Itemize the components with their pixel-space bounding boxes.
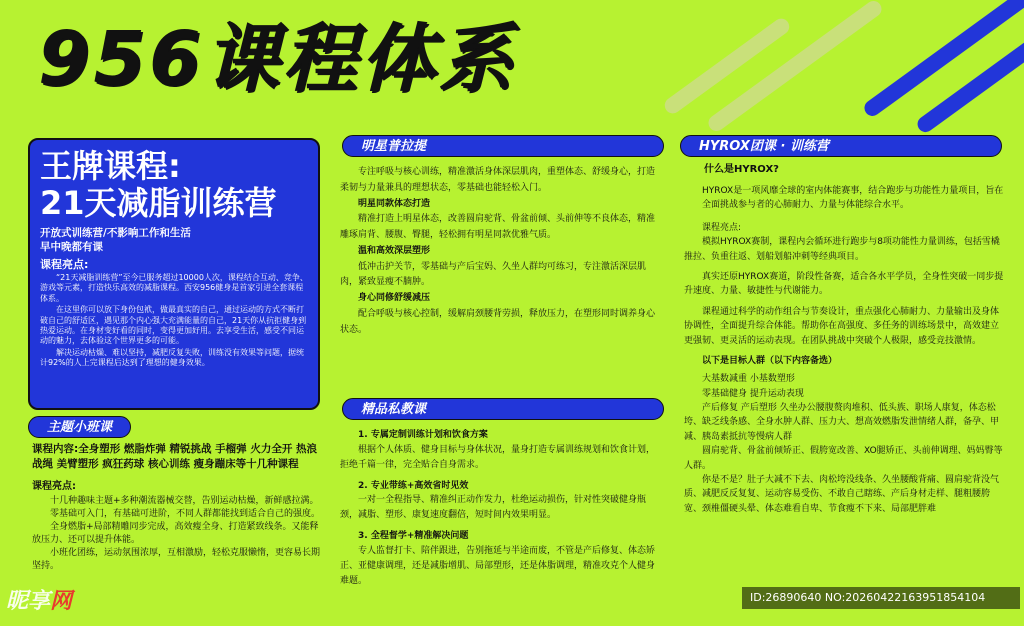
- hyrox-question: 什么是HYROX?: [704, 164, 779, 175]
- pilates-p2: 低冲击护关节，零基础与产后宝妈、久坐人群均可练习，专注激活深层肌肉，紧致显瘦不腩肿。: [340, 261, 647, 288]
- private-h3: 3. 全程督学+精准解决问题: [358, 531, 469, 542]
- hyrox-p2: 模拟HYROX赛制，课程内会循环进行跑步与8项功能性力量训练，包括雪橇推拉、负重往返、划船划船冲刺等经典项目。: [684, 237, 1000, 262]
- tag-pilates: 明星普拉提: [342, 135, 664, 157]
- page-title: 956课程体系: [38, 16, 517, 102]
- theme-class-line1: 十几种趣味主题+多种潮流器械交替，告别运动枯燥，新鲜感拉满。: [50, 495, 319, 506]
- pilates-p1: 精准打造上明星体态，改善圆肩驼背、骨盆前倾、头前伸等不良体态，精准雕琢肩背、腰腹、臀腿，轻松拥有明星同款优雅气质。: [340, 214, 656, 240]
- pilates-h2: 温和高效深层塑形: [358, 245, 431, 256]
- hyrox-t1: 大基数减重 小基数塑形: [702, 374, 795, 385]
- hyrox-t2: 零基础健身 提升运动表现: [702, 388, 804, 399]
- flagship-highlights-label: 课程亮点:: [40, 257, 89, 271]
- private-h2: 2. 专业带练+高效省时见效: [358, 480, 469, 491]
- hyrox-p3: 真实还原HYROX赛道，阶段性备赛，适合各水平学员，全身性突破一同步提升速度、力量、敏捷性与代谢能力。: [684, 271, 1004, 297]
- theme-class-line3: 全身燃脂+局部精雕同步完成，高效瘦全身、打造紧致线条。又能释放压力、还可以提升体能。: [32, 522, 319, 546]
- flagship-para1: “21天减脂训练营”至今已服务超过10000人次，课程结合互动、竞争、游戏等元素，打造快乐高效的减脂课程。西安956健身是首家引进全套课程体系。: [40, 272, 308, 303]
- watermark-logo-text1: 昵享: [6, 589, 51, 614]
- flagship-para3: 解决运动枯燥、难以坚持，减肥反复失败，训练没有效果等问题，据统计92%的人上完课程后达到了理想的健身效果。: [40, 347, 304, 368]
- flagship-para2: 在这里你可以放下身份包袱，做最真实的自己，通过运动的方式不断打破自己的舒适区，遇见那个内心强大充满能量的自己，21天你从抗拒健身到热爱运动。在身材变好看的同时，变得更加好用。去享受生活，感受不同运动的魅力，去体验这个世界更多的可能。: [40, 305, 307, 346]
- hyrox-p1: HYROX是一项风靡全球的室内体能赛事，结合跑步与功能性力量项目，旨在: [702, 186, 1004, 196]
- hyrox-target: 以下是目标人群（以下内容备选）: [702, 355, 838, 366]
- hyrox-t3: 产后修复 产后塑形 久坐办公腰腹赘肉堆积、低头族、职场人康复，体态松垮、缺乏线条感、全身水肿人群、压力大、想高效燃脂发泄情绪人群，备孕、甲减、胰岛素抵抗等慢病人群: [684, 403, 1000, 442]
- flagship-heading-line1: 王牌课程:: [40, 147, 181, 185]
- flagship-course-card: [28, 138, 320, 410]
- pilates-section: [340, 165, 662, 338]
- private-section: [340, 428, 662, 588]
- private-p3: 专人监督打卡、陪伴跟进，告别拖延与半途而废，不管是产后修复、体态矫正、亚健康调理，还是减脂增肌、局部塑形，还是体脂调理，精准攻克个人健身难题。: [340, 545, 656, 586]
- theme-class-highlights-label: 课程亮点:: [32, 481, 76, 493]
- watermark-logo: [6, 584, 72, 615]
- pilates-p3: 配合呼吸与核心控制，缓解肩颈腰背劳损，释放压力，在塑形同时调养身心状态。: [340, 308, 656, 335]
- flagship-heading-line2: 21天减脂训练营: [40, 183, 277, 222]
- hyrox-label: 课程亮点:: [702, 222, 742, 233]
- pilates-h3: 身心同修舒缓减压: [358, 293, 431, 303]
- pilates-h1: 明星同款体态打造: [358, 198, 431, 209]
- flagship-sub2: 早中晚都有课: [40, 240, 103, 253]
- watermark-logo-text2: 网: [50, 589, 73, 614]
- hyrox-t5: 你是不是？肚子大减不下去、肉松垮没线条、久坐腰酸背痛、圆肩驼背没气质、减肥反反复复、运动容易受伤、不敢自己瞎练、产后身材走样、腿粗腰胯宽、颈椎僵硬头晕、体态难看自卑、节食瘦不下来、局部肥胖难: [684, 475, 1000, 514]
- private-h1: 1. 专属定制训练计划和饮食方案: [358, 430, 488, 440]
- tag-private-training: 精品私教课: [342, 398, 664, 420]
- theme-class-line2: 零基础可入门，有基础可进阶，不同人群都能找到适合自己的强度。: [50, 508, 321, 519]
- private-p1: 根据个人体质、健身目标与身体状况，量身打造专属训练规划和饮食计划，拒绝千篇一律，完全贴合自身需求。: [340, 444, 656, 470]
- flagship-sub1: 开放式训练营/不影响工作和生活: [40, 226, 191, 239]
- hyrox-p1b: 全面挑战参与者的心肺耐力、力量与体能综合水平。: [702, 200, 910, 211]
- theme-class-line4: 小班化团练，运动氛围浓厚，互相激励，轻松克服懒惰，更容易长期坚持。: [32, 548, 321, 572]
- theme-class-section: [32, 442, 322, 573]
- private-p2: 一对一全程指导、精准纠正动作发力，杜绝运动损伤，针对性突破健身瓶颈，减脂、塑形、康复速度翻倍，短时间内效果明显。: [340, 495, 647, 521]
- decorative-stripe: [662, 15, 793, 116]
- hyrox-t4: 圆肩驼背、骨盆前倾矫正、假胯宽改善、XO腿矫正、头前伸调理、妈妈臀等人群。: [684, 446, 1003, 471]
- tag-theme-class: 主题小班课: [28, 416, 131, 438]
- watermark-id: ID:26890640 NO:20260422163951854104: [742, 587, 1020, 609]
- pilates-intro: 专注呼吸与核心训练，精准激活身体深层肌肉，重塑体态、舒缓身心，打造柔韧与力量兼具的理想状态，零基础也能轻松入门。: [340, 167, 656, 193]
- hyrox-p4: 课程通过科学的动作组合与节奏设计，重点强化心肺耐力、力量输出及身体协调性，全面提升综合体能。帮助你在高强度、多任务的训练场景中，高效建立更强韧、更灵活的运动表现。在团队挑战中突破个人极限，感受竞技激情。: [684, 306, 1000, 346]
- theme-class-content: 课程内容:全身塑形 燃脂炸弹 精锐挑战 手榴弹 火力全开 热浪战绳 美臂塑形 疯狂药球 核心训练 瘦身蹦床等十几种课程: [32, 443, 317, 471]
- hyrox-section: [684, 162, 1006, 516]
- tag-hyrox: HYROX团课 · 训练营: [680, 135, 1002, 157]
